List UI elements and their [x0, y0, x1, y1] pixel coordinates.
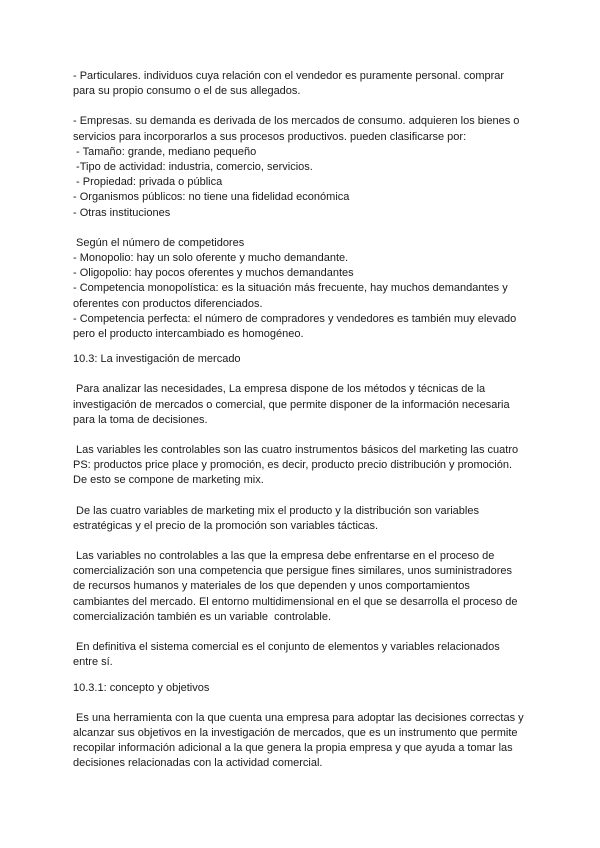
text-line: - Empresas. su demanda es derivada de los mercados de consumo. adquieren los bienes o — [73, 115, 520, 128]
text-line: Las variables les controlables son las cuatro instrumentos básicos del marketing las cuatro — [73, 444, 519, 457]
text-line: Para analizar las necesidades, La empresa dispone de los métodos y técnicas de la — [73, 383, 486, 396]
text-line: recopilar información adicional a la que genera la propia empresa y que ayuda a tomar las — [73, 742, 513, 755]
list-item: - Propiedad: privada o pública — [73, 176, 223, 189]
text-line: PS: productos price place y promoción, es decir, producto precio distribución y promoción. — [73, 459, 512, 472]
list-item: - Competencia perfecta: el número de compradores y vendedores es también muy elevado — [73, 312, 517, 325]
list-item: - Otras instituciones — [73, 206, 171, 219]
text-line: para la toma de decisiones. — [73, 413, 208, 426]
paragraph-sistema-comercial — [73, 640, 543, 670]
paragraph-variables-controlables — [73, 443, 543, 489]
text-line: De esto se compone de marketing mix. — [73, 474, 264, 487]
text-line: De las cuatro variables de marketing mix el producto y la distribución son variables — [73, 504, 479, 517]
text-line: comercialización son una competencia que persigue fines similares, unos suministradores — [73, 565, 512, 578]
text-line: servicios para incorporarlos a sus procesos productivos. pueden clasificarse por: — [73, 130, 467, 143]
list-item: - Monopolio: hay un solo oferente y mucho demandante. — [73, 252, 349, 265]
paragraph-marketing-mix — [73, 504, 543, 534]
list-item: - Competencia monopolística: es la situación más frecuente, hay muchos demandantes y — [73, 282, 508, 295]
text-line: entre sí. — [73, 656, 113, 669]
text-line: para su propio consumo o el de sus allegados. — [73, 85, 301, 98]
paragraph-variables-no-controlables — [73, 549, 543, 625]
text-line: En definitiva el sistema comercial es el conjunto de elementos y variables relacionados — [73, 641, 500, 654]
text-line: de recursos humanos y materiales de los que dependen y unos comportamientos — [73, 580, 470, 593]
list-item: - Oligopolio: hay pocos oferentes y muchos demandantes — [73, 267, 354, 280]
text-line: alcanzar sus objetivos en la investigación de mercados, que es un instrumento que permite — [73, 726, 518, 739]
paragraph-analizar — [73, 382, 543, 428]
text-line: estratégicas y el precio de la promoción son variables tácticas. — [73, 519, 379, 532]
list-item: -Tipo de actividad: industria, comercio, servicios. — [73, 161, 313, 174]
text-line: Las variables no controlables a las que la empresa debe enfrentarse en el proceso de — [73, 550, 495, 563]
text-line: investigación de mercados o comercial, que permite disponer de la información necesaria — [73, 398, 510, 411]
text-line: cambiantes del mercado. El entorno multidimensional en el que se desarrolla el proceso de — [73, 595, 518, 608]
text-line: Es una herramienta con la que cuenta una empresa para adoptar las decisiones correctas y — [73, 711, 524, 724]
paragraph-particulares — [73, 69, 543, 99]
list-item: oferentes con productos diferenciados. — [73, 297, 263, 310]
text-line: Según el número de competidores — [73, 236, 245, 249]
paragraph-herramienta — [73, 711, 543, 772]
paragraph-empresas — [73, 114, 543, 220]
text-line: comercialización también es un variable controlable. — [73, 610, 332, 623]
section-heading-10-3: 10.3: La investigación de mercado — [73, 353, 241, 366]
text-line: decisiones relacionadas con la actividad comercial. — [73, 757, 323, 770]
section-heading-10-3-1: 10.3.1: concepto y objetivos — [73, 681, 210, 694]
list-item: pero el producto intercambiado es homogéneo. — [73, 328, 304, 341]
list-item: - Organismos públicos: no tiene una fidelidad económica — [73, 191, 350, 204]
list-item: - Tamaño: grande, mediano pequeño — [73, 145, 257, 158]
text-line: - Particulares. individuos cuya relación con el vendedor es puramente personal. comprar — [73, 70, 505, 82]
paragraph-competidores — [73, 236, 543, 342]
document-body — [73, 69, 543, 772]
